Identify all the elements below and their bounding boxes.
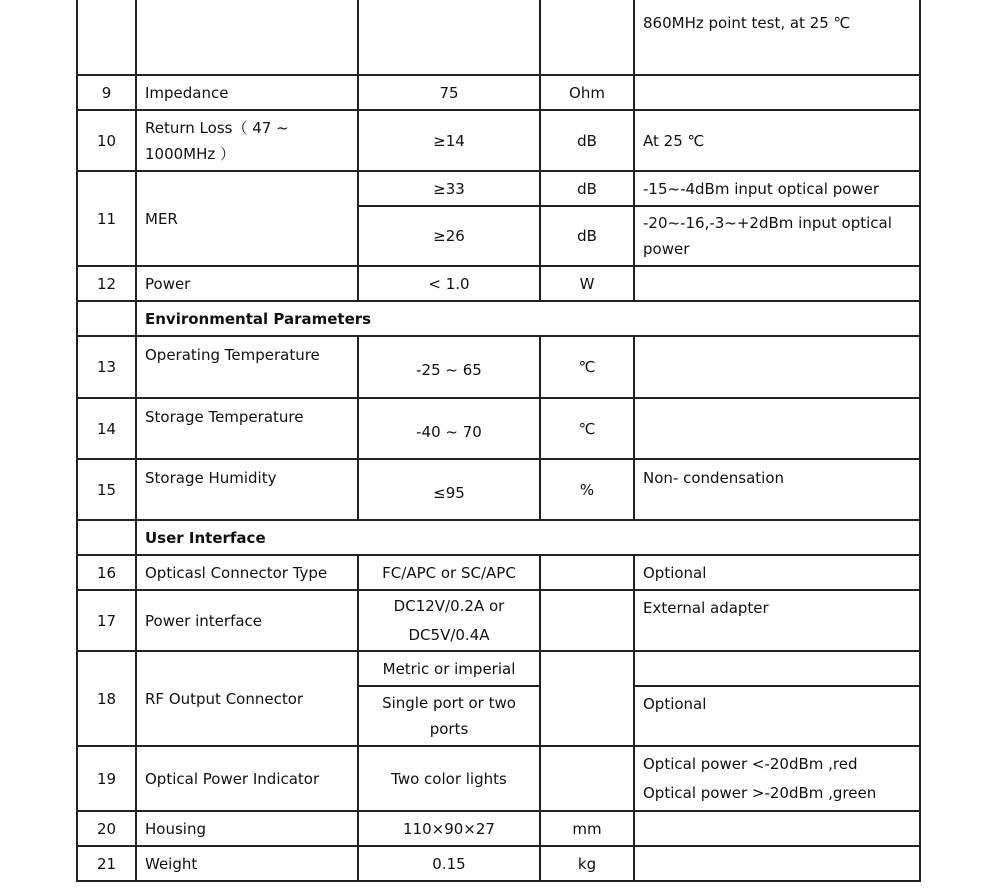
note-cell: At 25 ℃ — [634, 110, 920, 171]
parameter-cell: Power — [136, 266, 358, 301]
value-cell: Metric or imperial — [358, 651, 540, 686]
row-number: 11 — [77, 171, 136, 266]
parameter-cell: Optical Power Indicator — [136, 746, 358, 811]
unit-cell: ℃ — [540, 336, 634, 398]
row-number: 16 — [77, 555, 136, 590]
table-row-19 — [77, 746, 920, 811]
parameter-cell: Storage Humidity — [136, 459, 358, 520]
note-cell — [634, 336, 920, 398]
unit-cell: % — [540, 459, 634, 520]
row-number: 12 — [77, 266, 136, 301]
value-cell: Two color lights — [358, 746, 540, 811]
table-row-14 — [77, 398, 920, 459]
parameter-cell: Return Loss（ 47 ~ 1000MHz ） — [136, 110, 358, 171]
table-row-13 — [77, 336, 920, 398]
row-number — [77, 0, 136, 75]
note-cell: -15~-4dBm input optical power — [634, 171, 920, 206]
value-cell — [358, 0, 540, 75]
row-number: 19 — [77, 746, 136, 811]
table-row-11a — [77, 171, 920, 206]
note-cell — [634, 846, 920, 881]
value-line-1: DC12V/0.2A or — [393, 597, 505, 615]
table-row-12 — [77, 266, 920, 301]
section-heading: Environmental Parameters — [136, 301, 920, 336]
note-cell — [634, 266, 920, 301]
parameter-cell: RF Output Connector — [136, 651, 358, 746]
value-cell: -25 ~ 65 — [358, 336, 540, 398]
value-cell: FC/APC or SC/APC — [358, 555, 540, 590]
value-cell: ≥26 — [358, 206, 540, 266]
row-number: 13 — [77, 336, 136, 398]
parameter-cell: Storage Temperature — [136, 398, 358, 459]
section-heading: User Interface — [136, 520, 920, 555]
note-cell: 860MHz point test, at 25 ℃ — [634, 0, 920, 75]
value-cell: -40 ~ 70 — [358, 398, 540, 459]
value-cell: < 1.0 — [358, 266, 540, 301]
table-row-15 — [77, 459, 920, 520]
row-number: 9 — [77, 75, 136, 110]
note-cell — [634, 398, 920, 459]
parameter-cell: Opticasl Connector Type — [136, 555, 358, 590]
note-line-1: Optical power <-20dBm ,red — [643, 755, 858, 773]
table-row-20 — [77, 811, 920, 846]
unit-cell — [540, 651, 634, 746]
parameter-cell: Impedance — [136, 75, 358, 110]
value-cell: 0.15 — [358, 846, 540, 881]
value-line-2: ports — [429, 720, 469, 738]
note-line-2: Optical power >-20dBm ,green — [643, 784, 877, 802]
note-cell — [634, 206, 920, 266]
unit-cell — [540, 590, 634, 651]
unit-cell: kg — [540, 846, 634, 881]
value-cell: 110×90×27 — [358, 811, 540, 846]
note-cell — [634, 651, 920, 686]
value-cell: ≥33 — [358, 171, 540, 206]
parameter-cell: MER — [136, 171, 358, 266]
value-line-1: Single port or two — [382, 694, 516, 712]
parameter-cell: Power interface — [136, 590, 358, 651]
table-row-10 — [77, 110, 920, 171]
note-line-2: power — [643, 240, 690, 258]
row-number — [77, 520, 136, 555]
unit-cell: W — [540, 266, 634, 301]
row-number: 14 — [77, 398, 136, 459]
parameter-cell: Operating Temperature — [136, 336, 358, 398]
value-line-2: DC5V/0.4A — [408, 626, 490, 644]
unit-cell: dB — [540, 171, 634, 206]
row-number: 10 — [77, 110, 136, 171]
unit-cell: dB — [540, 110, 634, 171]
unit-cell: Ohm — [540, 75, 634, 110]
table-row-8 — [77, 0, 920, 75]
row-number: 17 — [77, 590, 136, 651]
note-cell: Non- condensation — [634, 459, 920, 520]
unit-cell — [540, 555, 634, 590]
note-cell: External adapter — [634, 590, 920, 651]
value-cell: 75 — [358, 75, 540, 110]
table-row-9 — [77, 75, 920, 110]
value-cell — [358, 686, 540, 746]
section-row-user-interface — [77, 520, 920, 555]
unit-cell — [540, 0, 634, 75]
row-number: 15 — [77, 459, 136, 520]
table-row-18a — [77, 651, 920, 686]
value-cell: ≤95 — [358, 459, 540, 520]
row-number: 18 — [77, 651, 136, 746]
table-row-17 — [77, 590, 920, 651]
note-cell — [634, 811, 920, 846]
parameter-cell: Housing — [136, 811, 358, 846]
note-cell: Optional — [634, 686, 920, 746]
value-cell: ≥14 — [358, 110, 540, 171]
table-row-16 — [77, 555, 920, 590]
parameter-cell — [136, 0, 358, 75]
row-number: 20 — [77, 811, 136, 846]
note-cell: Optional — [634, 555, 920, 590]
note-cell — [634, 746, 920, 811]
note-line-1: -20~-16,-3~+2dBm input optical — [643, 214, 892, 232]
parameter-cell: Weight — [136, 846, 358, 881]
section-row-environmental — [77, 301, 920, 336]
note-cell — [634, 75, 920, 110]
value-cell — [358, 590, 540, 651]
unit-cell — [540, 746, 634, 811]
unit-cell: dB — [540, 206, 634, 266]
spec-table — [76, 0, 921, 882]
row-number: 21 — [77, 846, 136, 881]
unit-cell: mm — [540, 811, 634, 846]
table-row-21 — [77, 846, 920, 881]
row-number — [77, 301, 136, 336]
unit-cell: ℃ — [540, 398, 634, 459]
